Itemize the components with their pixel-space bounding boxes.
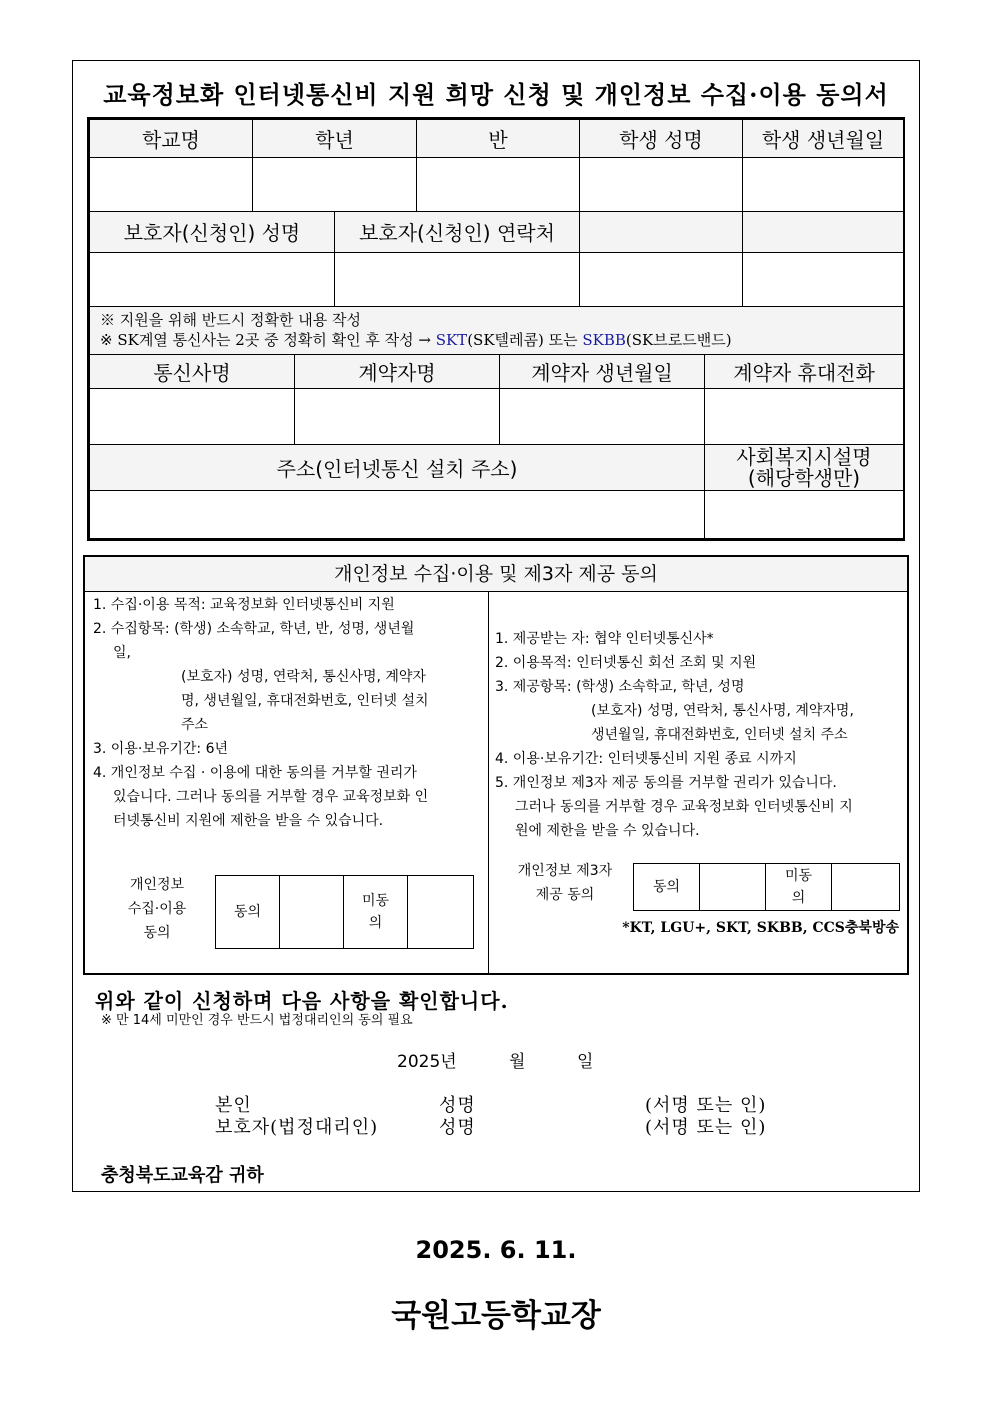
date-day: 일	[577, 1052, 594, 1072]
blank-field-1[interactable]	[580, 252, 743, 306]
column-divider	[488, 592, 489, 973]
header-address: 주소(인터넷통신 설치 주소)	[90, 445, 705, 491]
signer-guardian-name: 성명	[439, 1117, 476, 1138]
note-sk: ※ SK계열 통신사는 2곳 중 정확히 확인 후 작성 → SKT(SK텔레콤) 또는 SKBB(SK브로드밴드)	[100, 331, 732, 349]
grade-field[interactable]	[253, 158, 417, 212]
thirdparty-agree-label: 동의	[634, 864, 700, 911]
signer-self-seal: (서명 또는 인)	[645, 1095, 767, 1116]
guardian-table	[89, 212, 904, 355]
thirdparty-consent-table	[633, 863, 900, 911]
header-contractor: 계약자명	[295, 355, 500, 389]
header-student-name: 학생 성명	[580, 120, 743, 158]
signer-self-name: 성명	[439, 1095, 476, 1116]
carrier-field[interactable]	[90, 389, 295, 445]
form-title: 교육정보화 인터넷통신비 지원 희망 신청 및 개인정보 수집·이용 동의서	[103, 80, 889, 109]
under14-note: ※ 만 14세 미만인 경우 반드시 법정대리인의 동의 필요	[101, 1013, 413, 1028]
notes-row	[90, 306, 904, 354]
blank-field-2[interactable]	[743, 252, 904, 306]
consent-right-text: 1. 제공받는 자: 협약 인터넷통신사* 2. 이용목적: 인터넷통신 회선 조회 및 지원 3. 제공항목: (학생) 소속학교, 학년, 성명 (보호자) 성명, 연락처, 통신사명, 계약자명, 생년월일, 휴대전화번호, 인터넷 설치 주소 4. 이용·보유기간: 인터넷통신비 지원 종료 시까지 5. 개인정보 제3자 제공 동의를 거부할 권리가 있습니다. 그러나 동의를 거부할 경우 교육정보화 인터넷통신비 지 원에 제한을 받을 수 있습니다.	[495, 631, 854, 839]
collect-agree-label: 동의	[216, 876, 280, 949]
application-section	[87, 117, 905, 541]
collect-consent-table	[215, 875, 474, 949]
contractor-phone-field[interactable]	[705, 389, 904, 445]
header-contractor-phone: 계약자 휴대전화	[705, 355, 904, 389]
collect-agree-box[interactable]	[280, 876, 344, 949]
addressee: 충청북도교육감 귀하	[101, 1165, 264, 1186]
carrier-footnote: *KT, LGU+, SKT, SKBB, CCS충북방송	[622, 920, 899, 936]
thirdparty-consent-label: 개인정보 제3자 제공 동의	[517, 863, 613, 903]
header-blank-1	[580, 212, 743, 252]
header-student-birth: 학생 생년월일	[743, 120, 904, 158]
guardian-name-field[interactable]	[90, 252, 335, 306]
signer-self: 본인	[215, 1095, 252, 1116]
header-class: 반	[417, 120, 580, 158]
signer-guardian-seal: (서명 또는 인)	[645, 1117, 767, 1138]
date-month: 월	[509, 1052, 526, 1072]
welfare-field[interactable]	[705, 491, 904, 539]
student-birth-field[interactable]	[743, 158, 904, 212]
school-field[interactable]	[90, 158, 253, 212]
address-field[interactable]	[90, 491, 705, 539]
class-field[interactable]	[417, 158, 580, 212]
thirdparty-disagree-label: 미동 의	[766, 864, 832, 911]
header-welfare: 사회복지시설명 (해당학생만)	[705, 445, 904, 491]
guardian-contact-field[interactable]	[335, 252, 580, 306]
student-name-field[interactable]	[580, 158, 743, 212]
collect-disagree-label: 미동 의	[344, 876, 408, 949]
collect-consent-label: 개인정보 수집·이용 동의	[127, 877, 187, 941]
header-blank-2	[743, 212, 904, 252]
consent-title: 개인정보 수집·이용 및 제3자 제공 동의	[85, 557, 907, 592]
confirm-statement: 위와 같이 신청하며 다음 사항을 확인합니다.	[95, 989, 509, 1013]
note-accuracy: ※ 지원을 위해 반드시 정확한 내용 작성	[100, 311, 361, 329]
issue-date: 2025. 6. 11.	[415, 1236, 577, 1264]
form-frame	[72, 60, 920, 1192]
header-carrier: 통신사명	[90, 355, 295, 389]
consent-left-text: 1. 수집·이용 목적: 교육정보화 인터넷통신비 지원 2. 수집항목: (학생) 소속학교, 학년, 반, 성명, 생년월 일, (보호자) 성명, 연락처, 통신사명, 계약자 명, 생년월일, 휴대전화번호, 인터넷 설치 주소 3. 이용·보유기간: 6년 4. 개인정보 수집 · 이용에 대한 동의를 거부할 권리가 있습니다. 그러나 동의를 거부할 경우 교육정보화 인 터넷통신비 지원에 제한을 받을 수 있습니다.	[93, 597, 429, 829]
contract-table	[89, 355, 904, 540]
consent-section	[83, 555, 909, 975]
header-guardian-contact: 보호자(신청인) 연락처	[335, 212, 580, 252]
header-contractor-birth: 계약자 생년월일	[500, 355, 705, 389]
thirdparty-agree-box[interactable]	[700, 864, 766, 911]
contractor-birth-field[interactable]	[500, 389, 705, 445]
date-year: 2025년	[397, 1052, 457, 1072]
header-grade: 학년	[253, 120, 417, 158]
school-principal: 국원고등학교장	[391, 1298, 601, 1334]
student-table	[89, 119, 904, 212]
header-guardian-name: 보호자(신청인) 성명	[90, 212, 335, 252]
contractor-field[interactable]	[295, 389, 500, 445]
collect-disagree-box[interactable]	[408, 876, 474, 949]
thirdparty-disagree-box[interactable]	[832, 864, 900, 911]
header-school: 학교명	[90, 120, 253, 158]
signer-guardian: 보호자(법정대리인)	[215, 1117, 379, 1138]
